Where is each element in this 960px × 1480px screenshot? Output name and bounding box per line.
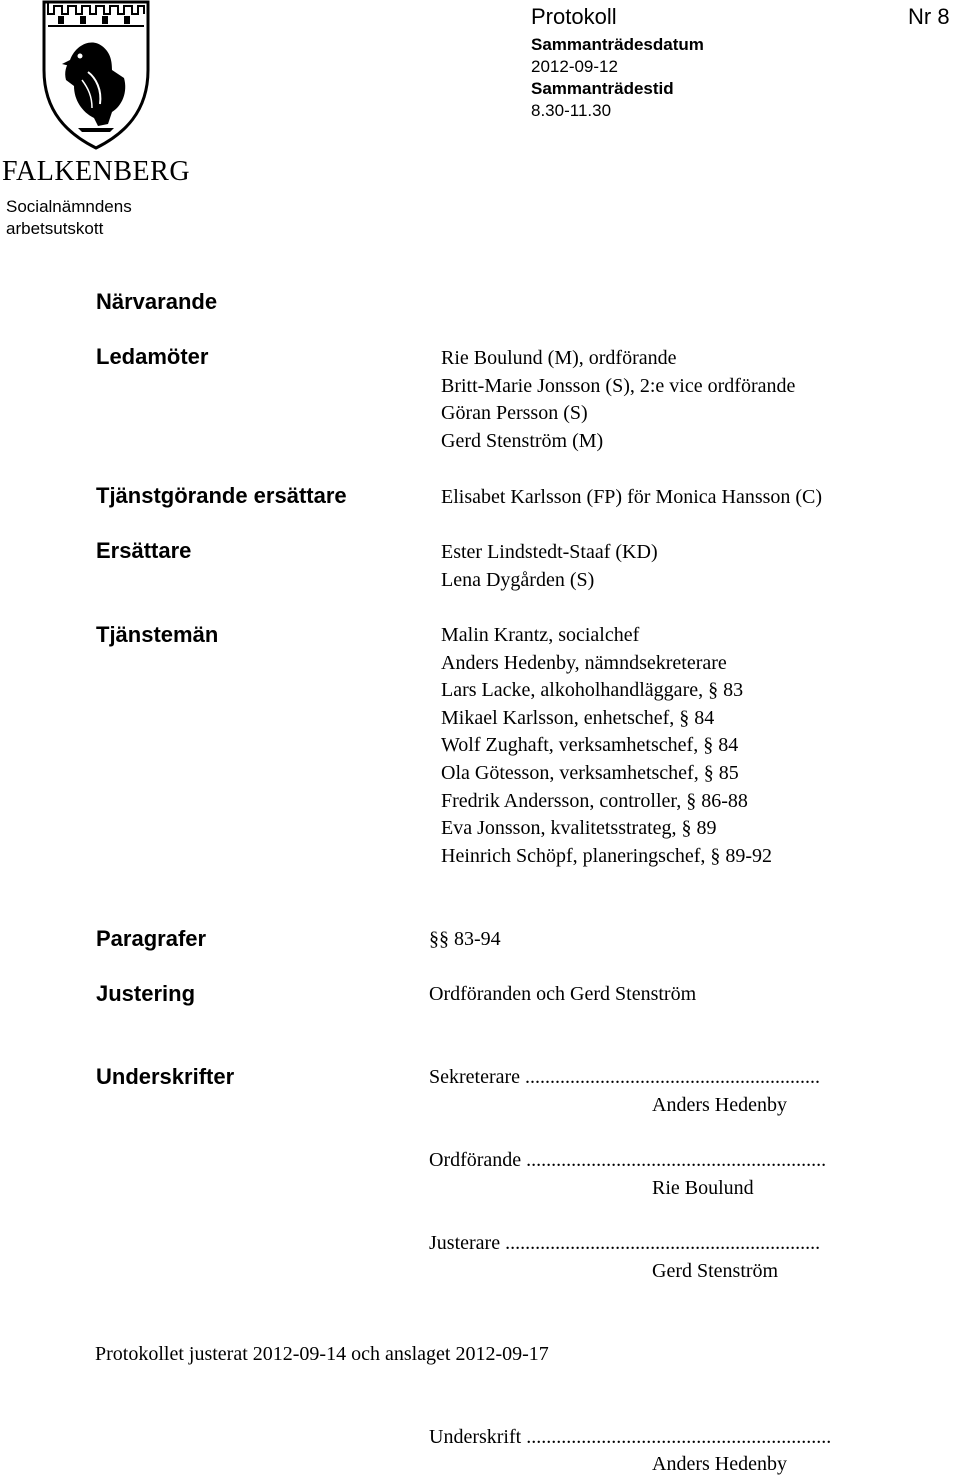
official-name: Fredrik Andersson, controller, § 86-88 bbox=[441, 789, 748, 812]
department-line-2: arbetsutskott bbox=[6, 219, 104, 238]
signature-chair-role: Ordförande ............................................................ bbox=[429, 1149, 827, 1171]
paragraphs-value: §§ 83-94 bbox=[429, 928, 501, 950]
adjusted-posted-note: Protokollet justerat 2012-09-14 och anslaget 2012-09-17 bbox=[95, 1343, 549, 1365]
paragraphs-label: Paragrafer bbox=[96, 926, 207, 951]
signature-adjuster-name: Gerd Stenström bbox=[652, 1260, 779, 1282]
signature-secretary-role: Sekreterare ........................................................... bbox=[429, 1066, 821, 1088]
substitute-name: Ester Lindstedt-Staaf (KD) bbox=[441, 541, 658, 563]
protocol-number: Nr 8 bbox=[908, 4, 950, 29]
officials-list bbox=[441, 622, 772, 870]
member-name: Britt-Marie Jonsson (S), 2:e vice ordförande bbox=[441, 374, 796, 397]
substitutes-list bbox=[441, 539, 658, 594]
member-name: Gerd Stenström (M) bbox=[441, 429, 604, 452]
official-name: Heinrich Schöpf, planeringschef, § 89-92 bbox=[441, 844, 773, 867]
signature-secretary-name: Anders Hedenby bbox=[652, 1094, 787, 1116]
meeting-meta bbox=[531, 34, 704, 122]
official-name: Eva Jonsson, kvalitetsstrateg, § 89 bbox=[441, 817, 717, 840]
official-name: Anders Hedenby, nämndsekreterare bbox=[441, 651, 727, 674]
serving-substitutes-list bbox=[441, 484, 822, 512]
members-label: Ledamöter bbox=[96, 344, 209, 369]
official-name: Malin Krantz, socialchef bbox=[441, 624, 640, 646]
falkenberg-coat-of-arms-logo bbox=[40, 0, 152, 150]
official-name: Wolf Zughaft, verksamhetschef, § 84 bbox=[441, 734, 739, 757]
department-line-1: Socialnämndens bbox=[6, 197, 132, 216]
adjustment-label: Justering bbox=[96, 981, 196, 1006]
organization-name: FALKENBERG bbox=[2, 156, 191, 187]
official-name: Mikael Karlsson, enhetschef, § 84 bbox=[441, 706, 715, 729]
member-name: Göran Persson (S) bbox=[441, 402, 588, 425]
serving-substitutes-label: Tjänstgörande ersättare bbox=[96, 483, 347, 508]
date-value: 2012-09-12 bbox=[531, 57, 618, 76]
members-list bbox=[441, 345, 795, 455]
signature-chair-name: Rie Boulund bbox=[652, 1177, 754, 1199]
time-label: Sammanträdestid bbox=[531, 79, 674, 98]
present-heading: Närvarande bbox=[96, 289, 218, 314]
footer-signature-name: Anders Hedenby bbox=[652, 1453, 787, 1475]
signature-adjuster-role: Justerare ............................................................... bbox=[429, 1232, 821, 1254]
official-name: Ola Götesson, verksamhetschef, § 85 bbox=[441, 761, 739, 784]
member-name: Rie Boulund (M), ordförande bbox=[441, 347, 677, 369]
substitute-name: Lena Dygården (S) bbox=[441, 568, 595, 591]
official-name: Lars Lacke, alkoholhandläggare, § 83 bbox=[441, 679, 744, 702]
document-type: Protokoll bbox=[531, 4, 617, 29]
substitutes-label: Ersättare bbox=[96, 538, 192, 563]
officials-label: Tjänstemän bbox=[96, 622, 219, 647]
footer-signature-role: Underskrift ............................................................. bbox=[429, 1426, 832, 1448]
signatures-label: Underskrifter bbox=[96, 1064, 235, 1089]
time-value: 8.30-11.30 bbox=[531, 101, 612, 120]
department-name bbox=[6, 196, 132, 240]
date-label: Sammanträdesdatum bbox=[531, 35, 704, 54]
serving-substitute-name: Elisabet Karlsson (FP) för Monica Hansson (C) bbox=[441, 486, 823, 508]
adjustment-value: Ordföranden och Gerd Stenström bbox=[429, 983, 697, 1005]
